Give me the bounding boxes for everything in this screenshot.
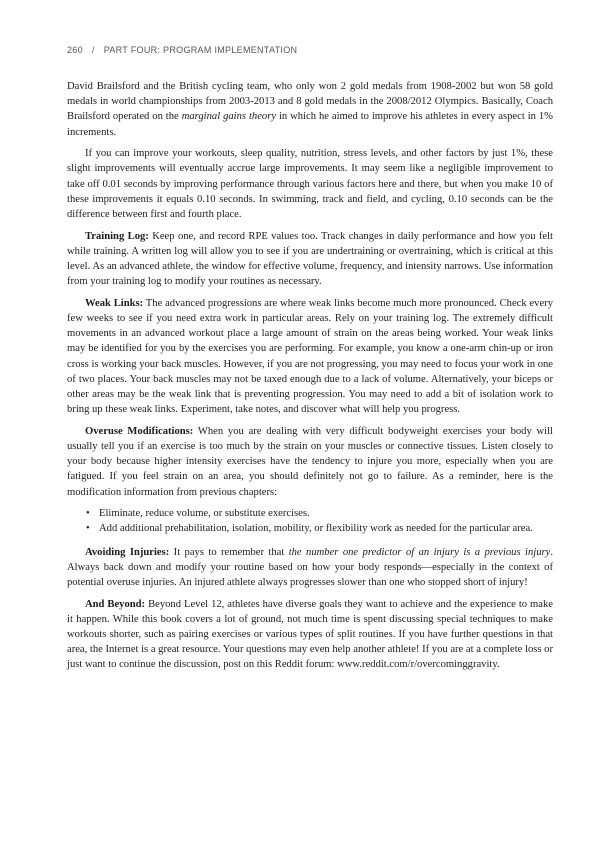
paragraph-text: David Brailsford and the British cycling team, who only won 2 gold medals from 1908-2002 but won 58 gold medals in world championships from 2003-2013 and 8 gold medals in the 2008/2012 Olympics. Basically, Coach Brailsford operated on the (67, 81, 553, 123)
header-separator: / (91, 45, 95, 55)
list-item-text: Eliminate, reduce volume, or substitute exercises. (99, 508, 310, 520)
paragraph-and-beyond (67, 597, 553, 673)
list-item (67, 521, 553, 536)
paragraph-text: If you can improve your workouts, sleep quality, nutrition, stress levels, and other factors by just 1%, these slight improvements will eventually accrue large improvements. It may seem like a negligible improvement to take off 0.01 seconds by improving performance through various factors here and there, but when you make 10 of these improvements it equals 0.10 seconds. In swimming, track and field, and cycling, 0.10 seconds can be the difference between first and fourth place. (67, 148, 553, 221)
run-in-heading: And Beyond: (85, 598, 146, 610)
injury-predictor-emphasis: the number one predictor of an injury is a previous injury (288, 546, 551, 558)
run-in-heading: Weak Links: (85, 297, 144, 309)
body-text (67, 79, 553, 679)
running-head (67, 45, 297, 55)
run-in-heading: Training Log: (85, 230, 149, 242)
paragraph-text: Keep one, and record RPE values too. Track changes in daily performance and how you felt while training. A written log will allow you to see if you are undertraining or overtraining, which is critical at this level. As an advanced athlete, the window for effective volume, frequency, and intensity narrows. Use information from your training log to modify your routines as necessary. (67, 230, 553, 288)
paragraph-training-log (67, 229, 553, 290)
paragraph-overuse-modifications (67, 424, 553, 500)
page-number: 260 (67, 45, 83, 55)
bullet-icon: • (86, 523, 90, 535)
run-in-heading: Avoiding Injuries: (85, 546, 170, 558)
paragraph-avoiding-injuries (67, 545, 553, 591)
paragraph-text: Beyond Level 12, athletes have diverse goals they want to achieve and the experience to make it happen. While this book covers a lot of ground, not much time is spent discussing special techniques to make workouts shorter, such as pairing exercises or various types of split routines. If you have further questions in that area, the Internet is a great resource. Your questions may even help another athlete! If you are at a complete loss or just want to continue the discussion, post on this Reddit forum: www.reddit.com/r/overcominggravity. (67, 598, 554, 671)
paragraph-weak-links (67, 296, 553, 418)
paragraph-text: The advanced progressions are where weak links become much more pronounced. Check every few weeks to see if you need extra work in particular areas. Rely on your training log. The extremely difficult movements in an advanced workout place a large amount of strain on the areas being worked. Your weak links may be identified for you by the exercises you are performing. For example, you know a one-arm chin-up or iron cross is working your back muscles. However, if you are not progressing, you may need to focus your work in one of two places. Your back muscles may not be taxed enough due to a lack of volume. Alternatively, your biceps or other areas may be the weak link that is preventing progression. You may need to add a bit of isolation work to bring up these weak links. Experiment, take notes, and discover what will help you progress. (67, 297, 553, 416)
marginal-gains-emphasis: marginal gains theory (181, 111, 277, 123)
run-in-heading: Overuse Modifications: (85, 425, 194, 437)
paragraph-text: . Always back down and modify your routine based on how your body responds—especially in the context of potential overuse injuries. An injured athlete always progresses slower than one who stopped short of injury! (67, 546, 553, 589)
list-item (67, 506, 553, 521)
paragraph-text: in which he aimed to improve his athletes in every aspect in 1% increments. (67, 111, 553, 138)
section-title: PART FOUR: PROGRAM IMPLEMENTATION (103, 45, 298, 55)
paragraph-improvements (67, 146, 553, 222)
paragraph-text: When you are dealing with very difficult bodyweight exercises your body will usually tell you if an exercise is too much by the strain on your muscles or connective tissues. Listen closely to your body because higher intensity exercises have the tendency to injure you more, especially when you are fatigued. If you feel strain on an area, you should definitely not go to failure. As a reminder, here is the modification information from previous chapters: (67, 425, 553, 498)
modification-list (67, 506, 553, 536)
bullet-icon: • (86, 508, 90, 520)
paragraph-text: It pays to remember that (169, 546, 289, 558)
paragraph-brailsford (67, 79, 553, 140)
list-item-text: Add additional prehabilitation, isolation, mobility, or flexibility work as needed for the particular area. (99, 523, 533, 535)
